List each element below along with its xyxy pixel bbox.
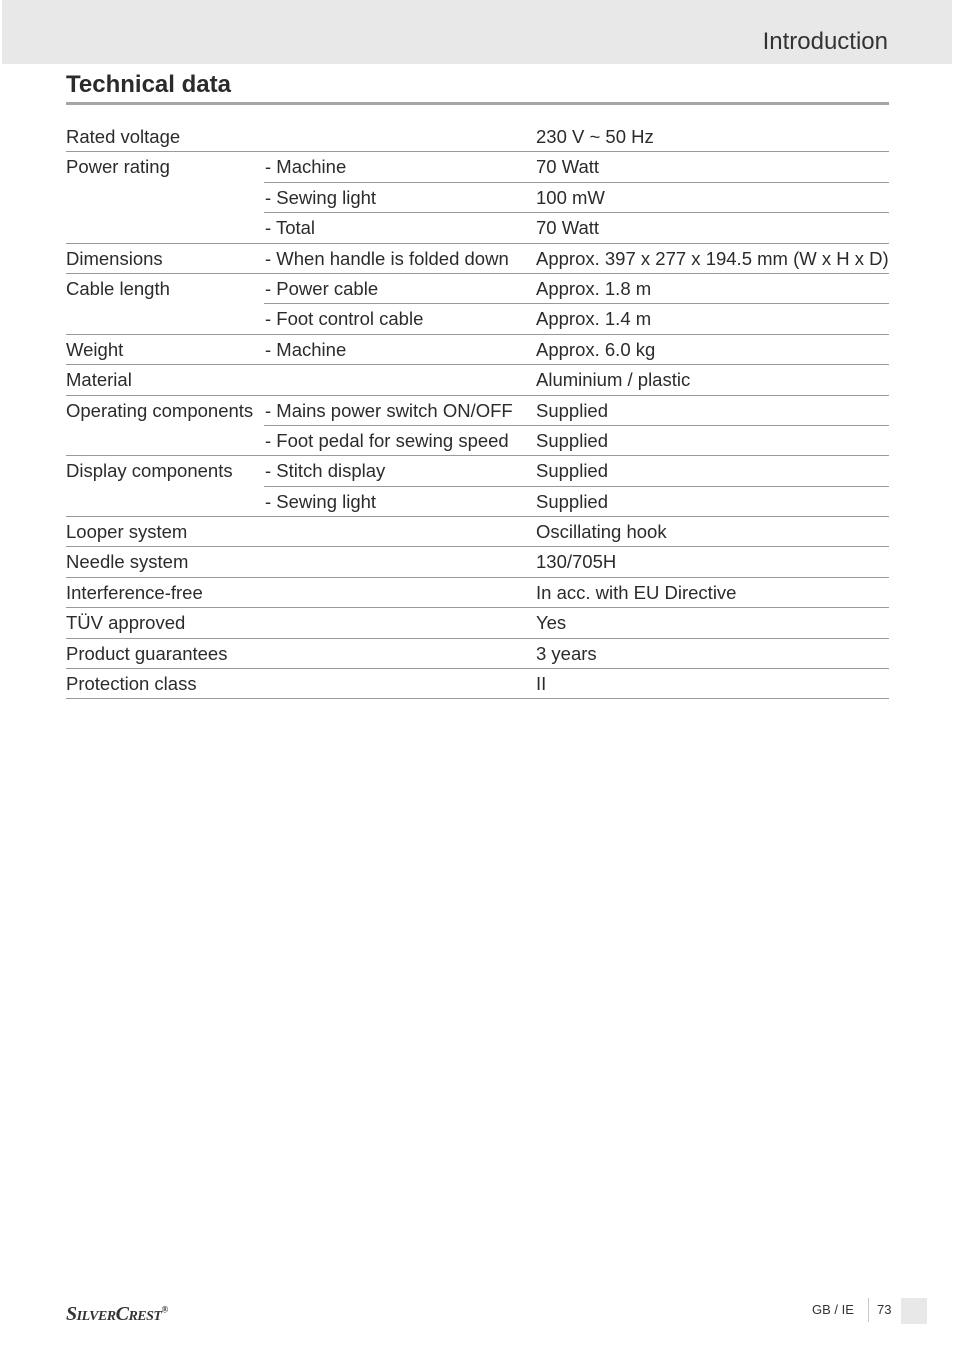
- section-title: Introduction: [762, 28, 888, 55]
- table-row: [66, 396, 889, 426]
- spec-label: TÜV approved: [66, 612, 186, 634]
- row-divider: [66, 698, 889, 699]
- spec-sub-label: - Stitch display: [265, 460, 386, 482]
- table-row: [66, 152, 889, 182]
- spec-label: Rated voltage: [66, 126, 181, 147]
- spec-sub-label: - Foot pedal for sewing speed: [265, 429, 509, 451]
- spec-value: II: [536, 673, 547, 695]
- spec-value: 100 mW: [536, 186, 605, 208]
- table-row: [66, 274, 889, 304]
- spec-sub-label: - Machine: [265, 156, 347, 178]
- spec-value: 3 years: [536, 642, 597, 664]
- spec-value: Supplied: [536, 429, 609, 451]
- brand-logo: [66, 1303, 168, 1326]
- spec-sub-label: - When handle is folded down: [265, 247, 509, 269]
- spec-label: Needle system: [66, 551, 189, 573]
- spec-value: 70 Watt: [536, 217, 600, 239]
- table-row: [66, 547, 889, 577]
- table-row: [66, 183, 889, 213]
- table-row: [66, 426, 889, 456]
- spec-label: Weight: [66, 338, 124, 360]
- spec-sub-label: - Total: [265, 217, 316, 239]
- spec-label: Protection class: [66, 673, 197, 695]
- spec-label: Operating components: [66, 399, 254, 421]
- brand-logo-text: SilverCrest: [66, 1303, 162, 1325]
- spec-sub-label: - Machine: [265, 338, 347, 360]
- table-row: [66, 639, 889, 669]
- table-row: [66, 487, 889, 517]
- spec-sub-label: - Sewing light: [265, 186, 377, 208]
- spec-sub-label: - Foot control cable: [265, 308, 424, 330]
- spec-sub-label: - Sewing light: [265, 490, 377, 512]
- spec-label: Interference-free: [66, 581, 203, 603]
- spec-label: Display components: [66, 460, 233, 482]
- spec-value: Yes: [536, 612, 567, 634]
- spec-label: Dimensions: [66, 247, 163, 269]
- spec-label: Power rating: [66, 156, 170, 178]
- spec-value: In acc. with EU Directive: [536, 581, 737, 603]
- spec-value: Supplied: [536, 460, 609, 482]
- spec-label: Material: [66, 369, 132, 391]
- table-row: [66, 304, 889, 334]
- footer-divider: [868, 1298, 869, 1322]
- spec-value: Supplied: [536, 490, 609, 512]
- spec-label: Product guarantees: [66, 642, 228, 664]
- page-number: 73: [877, 1302, 892, 1317]
- spec-value: 230 V ~ 50 Hz: [536, 126, 654, 147]
- spec-value: Approx. 1.4 m: [536, 308, 652, 330]
- spec-value: Approx. 1.8 m: [536, 277, 652, 299]
- spec-value: 70 Watt: [536, 156, 600, 178]
- page-tab-marker: [901, 1298, 927, 1324]
- spec-label: Looper system: [66, 521, 188, 543]
- technical-data-table: [66, 122, 889, 699]
- table-row: [66, 244, 889, 274]
- table-row: [66, 213, 889, 243]
- page-title: Technical data: [66, 71, 231, 98]
- table-row: [66, 578, 889, 608]
- footer-locale: GB / IE: [812, 1302, 854, 1317]
- spec-value: Approx. 397 x 277 x 194.5 mm (W x H x D): [536, 247, 889, 269]
- spec-value: Approx. 6.0 kg: [536, 338, 656, 360]
- table-row: [66, 456, 889, 486]
- table-row: [66, 335, 889, 365]
- registered-mark: ®: [161, 1304, 168, 1315]
- spec-value: Oscillating hook: [536, 521, 667, 543]
- spec-value: Supplied: [536, 399, 609, 421]
- table-row: [66, 669, 889, 699]
- spec-value: 130/705H: [536, 551, 617, 573]
- spec-sub-label: - Mains power switch ON/OFF: [265, 399, 513, 421]
- table-row: [66, 517, 889, 547]
- table-row: [66, 365, 889, 395]
- table-row: [66, 608, 889, 638]
- spec-sub-label: - Power cable: [265, 277, 379, 299]
- spec-label: Cable length: [66, 277, 170, 299]
- title-divider: [66, 102, 889, 105]
- spec-value: Aluminium / plastic: [536, 369, 691, 391]
- table-row: [66, 122, 889, 152]
